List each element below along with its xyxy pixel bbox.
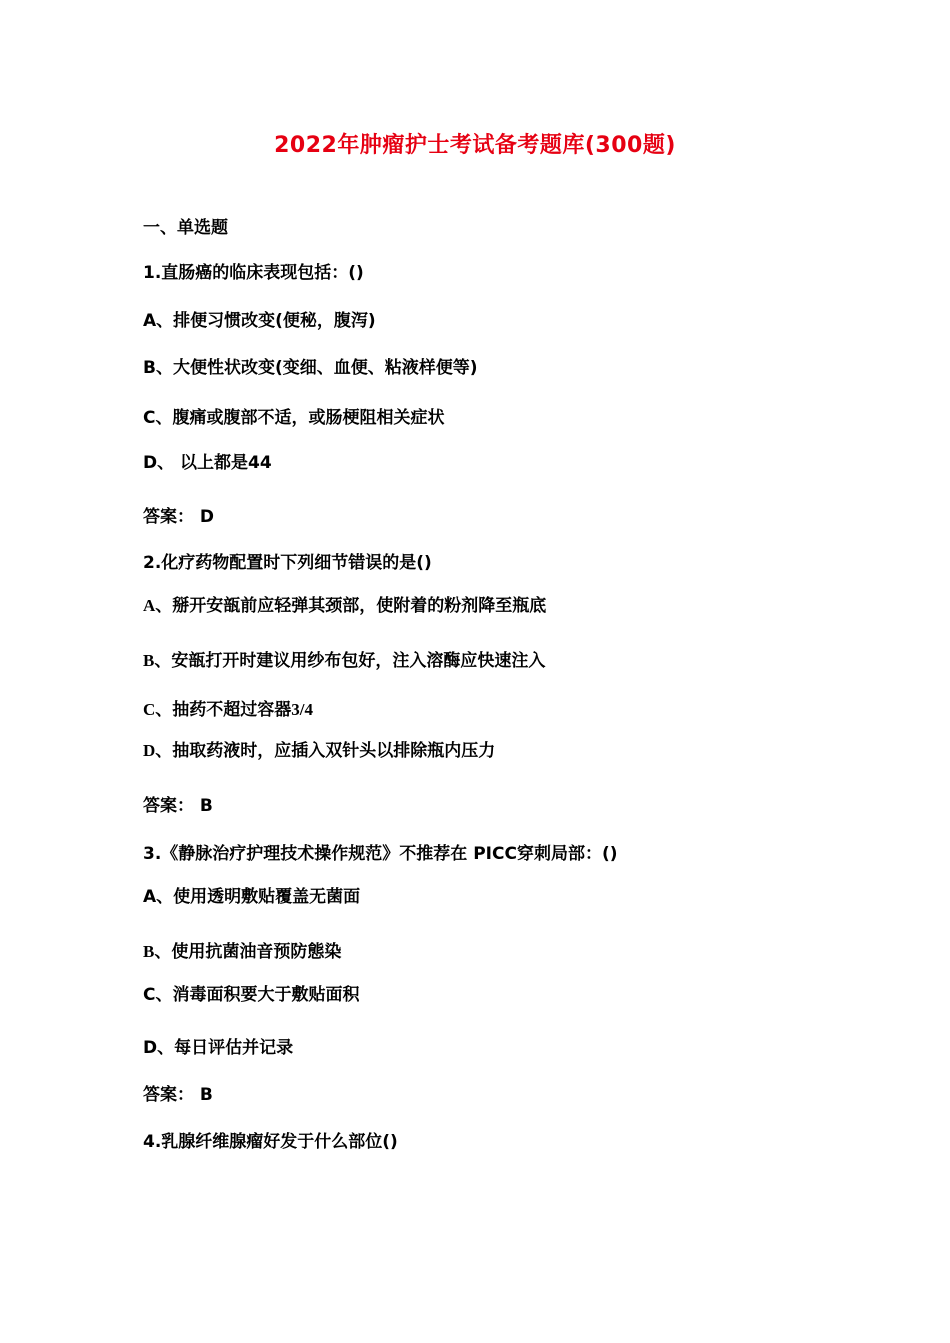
question-3-option-d: D、每日评估并记录 bbox=[143, 1038, 294, 1058]
question-3-option-b: B、使用抗菌油音预防態染 bbox=[143, 942, 342, 961]
question-2-option-a: A、掰开安瓿前应轻弹其颈部，使附着的粉剂降至瓶底 bbox=[143, 596, 547, 615]
question-1-answer: 答案： D bbox=[143, 507, 215, 527]
question-3-answer: 答案： B bbox=[143, 1085, 213, 1105]
question-1-option-a: A、排便习惯改变(便秘，腹泻) bbox=[143, 311, 376, 331]
question-3-stem: 3.《静脉治疗护理技术操作规范》不推荐在 PICC穿刺局部：() bbox=[143, 844, 618, 864]
question-1-stem: 1.直肠癌的临床表现包括：() bbox=[143, 263, 364, 283]
question-2-answer: 答案： B bbox=[143, 796, 213, 816]
section-heading: 一、单选题 bbox=[143, 218, 228, 238]
question-2-option-b: B、安瓿打开时建议用纱布包好，注入溶酶应快速注入 bbox=[143, 651, 546, 670]
question-2-option-c: C、抽药不超过容器3/4 bbox=[143, 700, 313, 719]
question-2-option-d: D、抽取药液时，应插入双针头以排除瓶内压力 bbox=[143, 741, 496, 760]
question-2-stem: 2.化疗药物配置时下列细节错误的是() bbox=[143, 553, 432, 573]
question-1-option-c: C、腹痛或腹部不适，或肠梗阻相关症状 bbox=[143, 408, 445, 428]
question-1-option-b: B、大便性状改变(变细、血便、粘液样便等) bbox=[143, 358, 478, 378]
question-3-option-a: A、使用透明敷贴覆盖无菌面 bbox=[143, 887, 361, 907]
question-3-option-c: C、消毒面积要大于敷贴面积 bbox=[143, 985, 360, 1005]
question-1-option-d: D、 以上都是44 bbox=[143, 453, 272, 473]
document-title: 2022年肿瘤护士考试备考题库(300题) bbox=[274, 133, 676, 158]
question-4-stem: 4.乳腺纤维腺瘤好发于什么部位() bbox=[143, 1132, 398, 1152]
